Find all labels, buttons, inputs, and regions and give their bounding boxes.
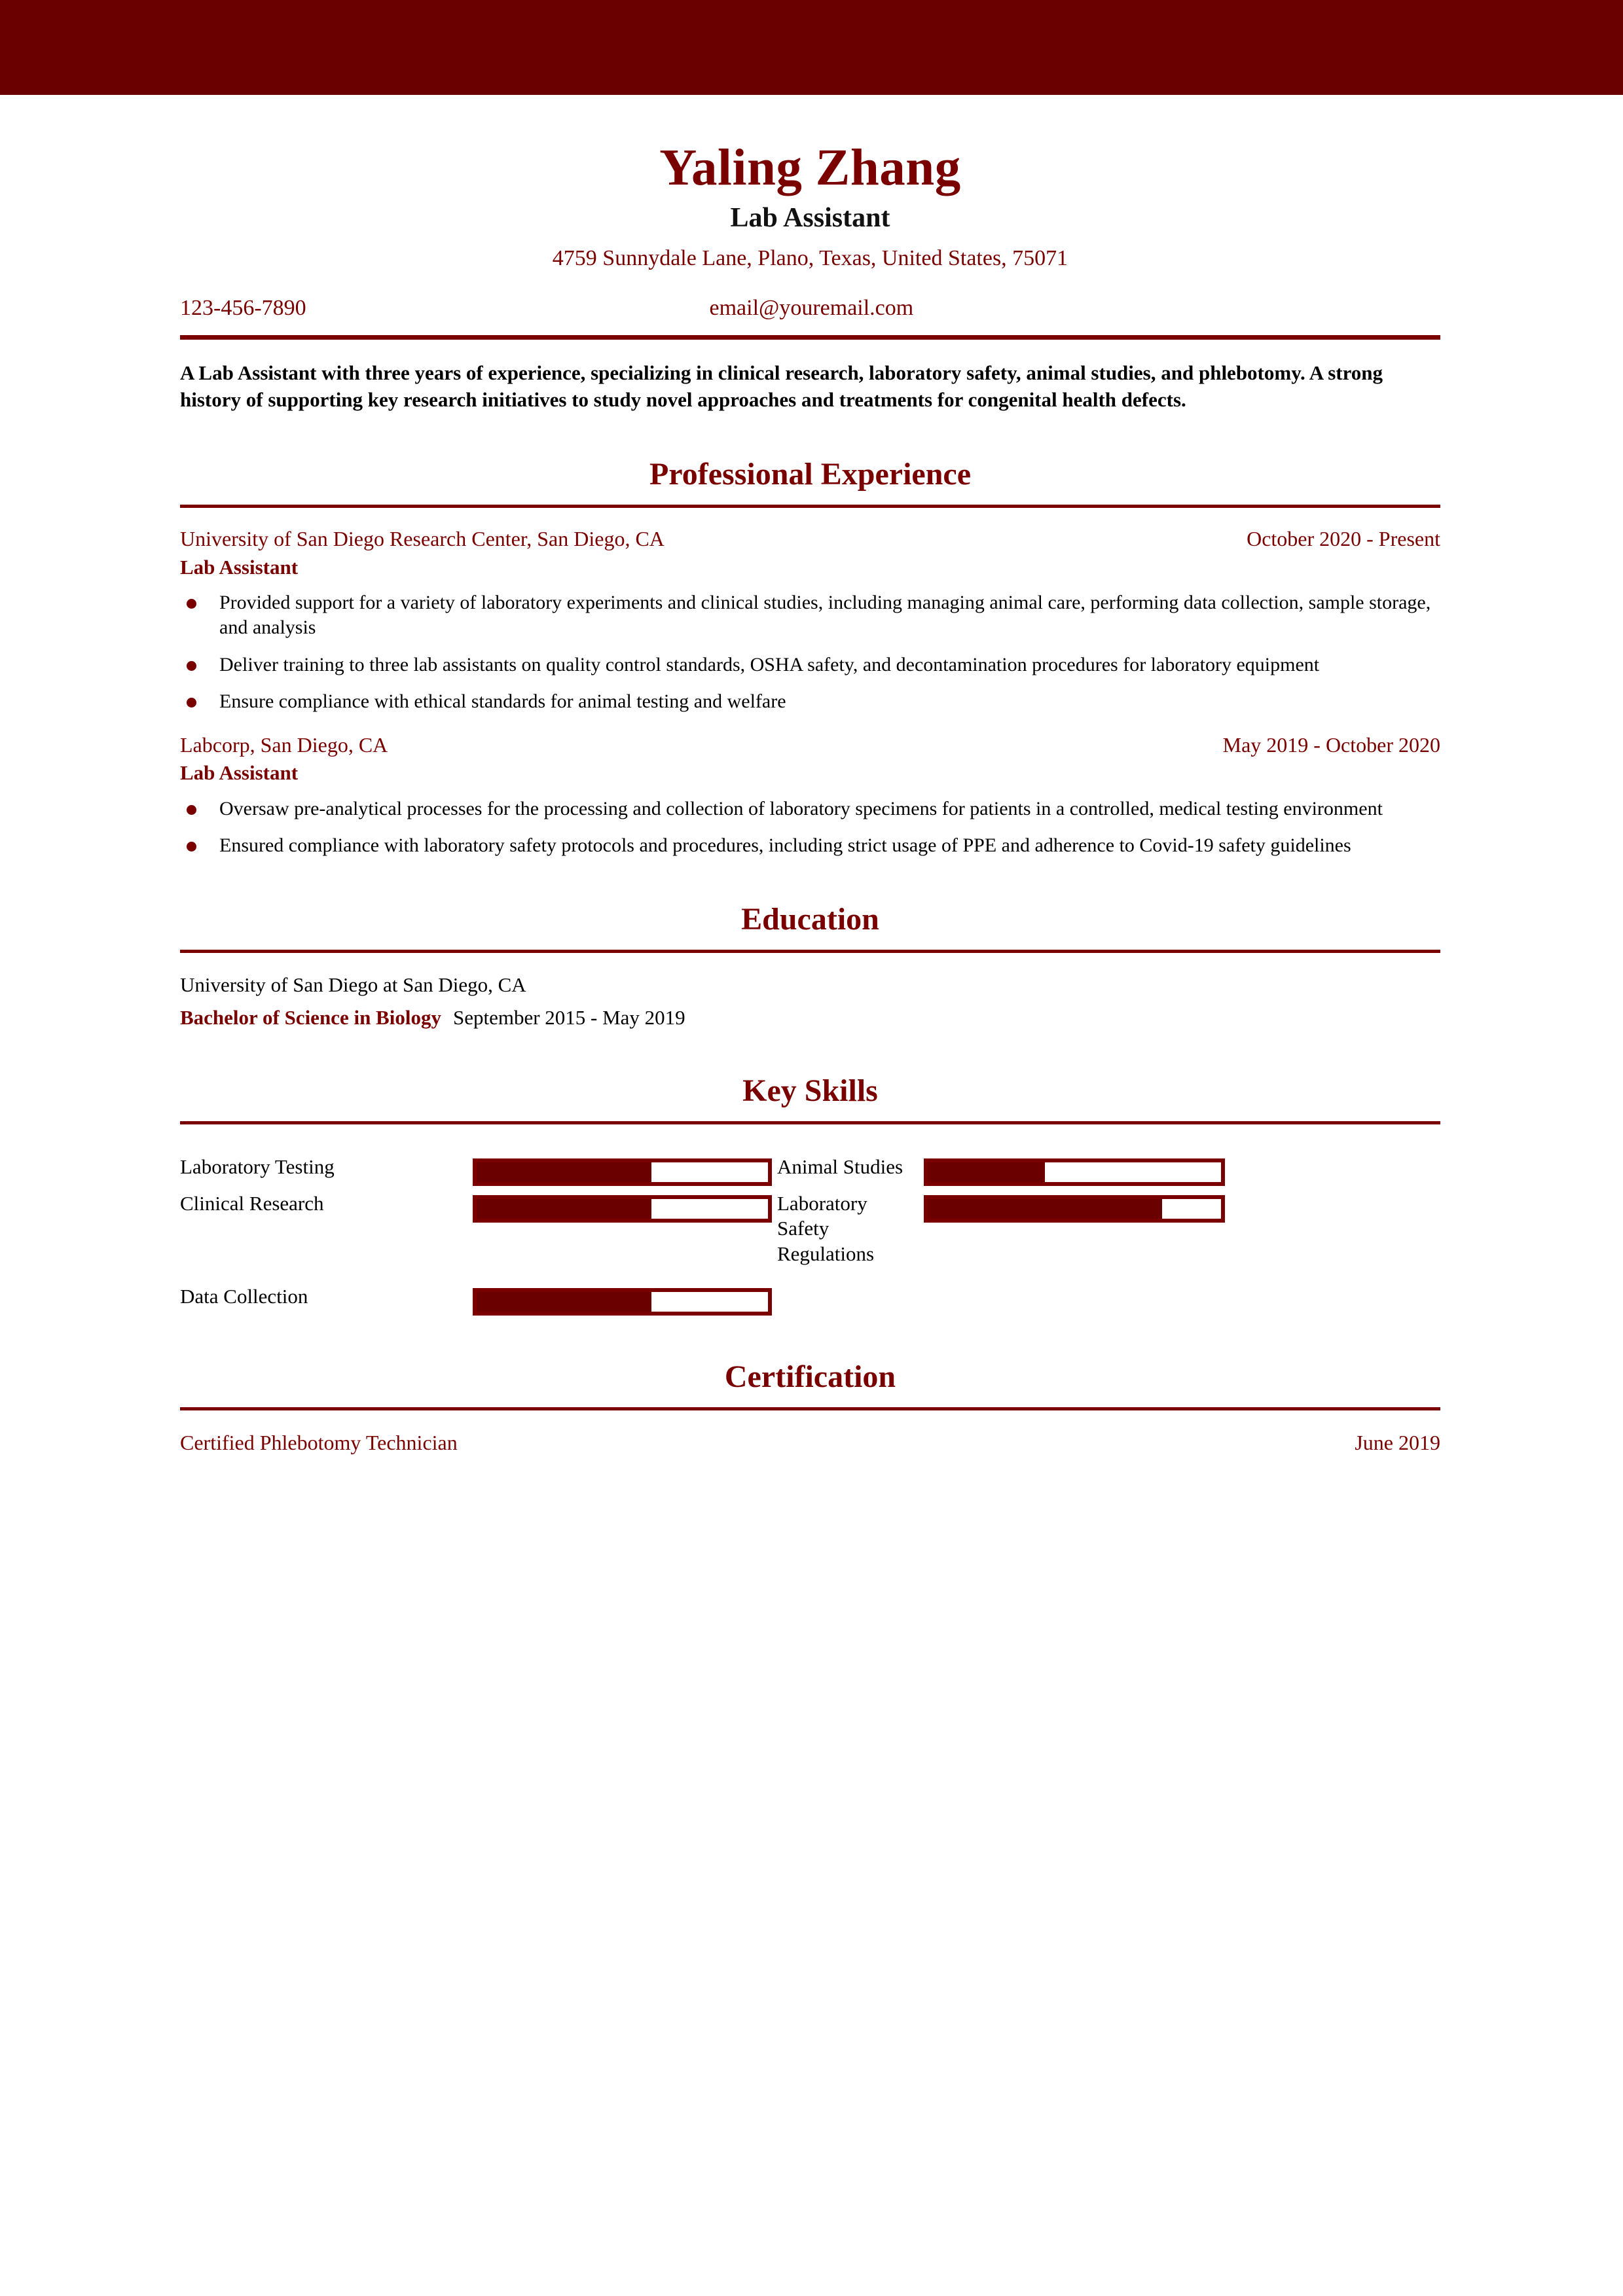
section-education	[180, 904, 1440, 1029]
bullet-text: Oversaw pre-analytical processes for the processing and collection of laboratory specimens for patients in a controlled, medical testing environment	[219, 797, 1383, 819]
bullet-text: Deliver training to three lab assistants on quality control standards, OSHA safety, and decontamination procedures for laboratory equipment	[219, 653, 1320, 675]
skill-progress-fill	[477, 1292, 651, 1312]
bullet-text: Ensure compliance with ethical standards for animal testing and welfare	[219, 690, 786, 712]
candidate-job-title: Lab Assistant	[730, 203, 890, 233]
experience-role: Lab Assistant	[180, 761, 299, 785]
experience-entry-header	[180, 734, 1440, 757]
section-certification	[180, 1361, 1440, 1454]
skill-label: Laboratory Testing	[180, 1155, 335, 1178]
skill-progress-fill	[928, 1162, 1045, 1182]
experience-role: Lab Assistant	[180, 555, 299, 579]
experience-employer: Labcorp, San Diego, CA	[180, 733, 388, 757]
experience-entry-header	[180, 528, 1440, 550]
experience-entry	[180, 734, 1440, 858]
section-professional-experience	[180, 459, 1440, 858]
skill-bar-cell	[924, 1186, 1225, 1267]
skill-progress-bar	[924, 1195, 1225, 1223]
skill-progress-bar	[473, 1195, 772, 1223]
section-divider-experience	[180, 505, 1440, 508]
experience-dates: October 2020 - Present	[1247, 527, 1440, 551]
certification-row	[180, 1431, 1440, 1454]
skills-row-spacer	[180, 1267, 1225, 1279]
skills-empty-cell	[777, 1279, 924, 1316]
section-divider-skills	[180, 1121, 1440, 1124]
skill-label: Clinical Research	[180, 1191, 324, 1215]
skill-progress-bar	[924, 1158, 1225, 1186]
experience-bullet-list	[180, 590, 1440, 715]
bullet-text: Provided support for a variety of laboratory experiments and clinical studies, including managing animal care, performing data collection, sample storage, and analysis	[219, 591, 1431, 639]
section-title-skills: Key Skills	[742, 1073, 878, 1108]
section-divider-certification	[180, 1407, 1440, 1410]
certification-date: June 2019	[1355, 1430, 1440, 1454]
bullet-dot-icon	[187, 805, 196, 815]
education-detail-row	[180, 1005, 1440, 1030]
skill-label: Data Collection	[180, 1284, 308, 1308]
contact-phone[interactable]: 123-456-7890	[180, 296, 306, 320]
list-item	[180, 653, 1440, 677]
skill-progress-fill	[477, 1199, 651, 1219]
candidate-address: 4759 Sunnydale Lane, Plano, Texas, United States, 75071	[552, 246, 1068, 270]
experience-bullet-list	[180, 797, 1440, 859]
section-title-certification: Certification	[724, 1359, 896, 1394]
skill-label: Laboratory Safety Regulations	[777, 1191, 875, 1266]
skill-bar-cell	[473, 1279, 777, 1316]
certification-name: Certified Phlebotomy Technician	[180, 1430, 458, 1454]
contact-row	[180, 296, 1440, 326]
top-accent-bar	[0, 0, 1623, 95]
skill-bar-cell	[473, 1149, 777, 1186]
experience-dates: May 2019 - October 2020	[1222, 733, 1440, 757]
skill-progress-bar	[473, 1288, 772, 1316]
skills-grid	[180, 1149, 1440, 1316]
section-divider-education	[180, 950, 1440, 953]
education-school: University of San Diego at San Diego, CA	[180, 973, 526, 997]
skill-progress-bar	[473, 1158, 772, 1186]
candidate-name: Yaling Zhang	[659, 139, 961, 196]
section-key-skills	[180, 1075, 1440, 1316]
list-item	[180, 689, 1440, 714]
resume-page	[0, 95, 1623, 1454]
skill-bar-cell	[473, 1186, 777, 1267]
education-dates: September 2015 - May 2019	[452, 1005, 685, 1029]
experience-entry	[180, 528, 1440, 714]
skill-label: Animal Studies	[777, 1155, 903, 1178]
experience-employer: University of San Diego Research Center, San Diego, CA	[180, 527, 665, 551]
skills-empty-cell	[924, 1279, 1225, 1316]
list-item	[180, 797, 1440, 821]
list-item	[180, 590, 1440, 641]
skill-progress-fill	[477, 1162, 651, 1182]
skill-progress-fill	[928, 1199, 1162, 1219]
bullet-dot-icon	[187, 842, 196, 852]
bullet-dot-icon	[187, 599, 196, 609]
bullet-dot-icon	[187, 661, 196, 671]
section-title-education: Education	[741, 902, 879, 937]
bullet-text: Ensured compliance with laboratory safety protocols and procedures, including strict usage of PPE and adherence to Covid-19 safety guidelines	[219, 834, 1351, 856]
section-title-experience: Professional Experience	[649, 457, 972, 492]
resume-header	[180, 95, 1440, 270]
bullet-dot-icon	[187, 698, 196, 708]
professional-summary: A Lab Assistant with three years of experience, specializing in clinical research, laboratory safety, animal studies, and phlebotomy. A strong history of supporting key research initiatives to study novel approaches and treatments for congenital health defects.	[180, 361, 1383, 412]
skill-bar-cell	[924, 1149, 1225, 1186]
contact-email[interactable]: email@youremail.com	[709, 296, 914, 320]
education-degree: Bachelor of Science in Biology	[180, 1005, 441, 1029]
list-item	[180, 833, 1440, 858]
header-divider	[180, 335, 1440, 340]
